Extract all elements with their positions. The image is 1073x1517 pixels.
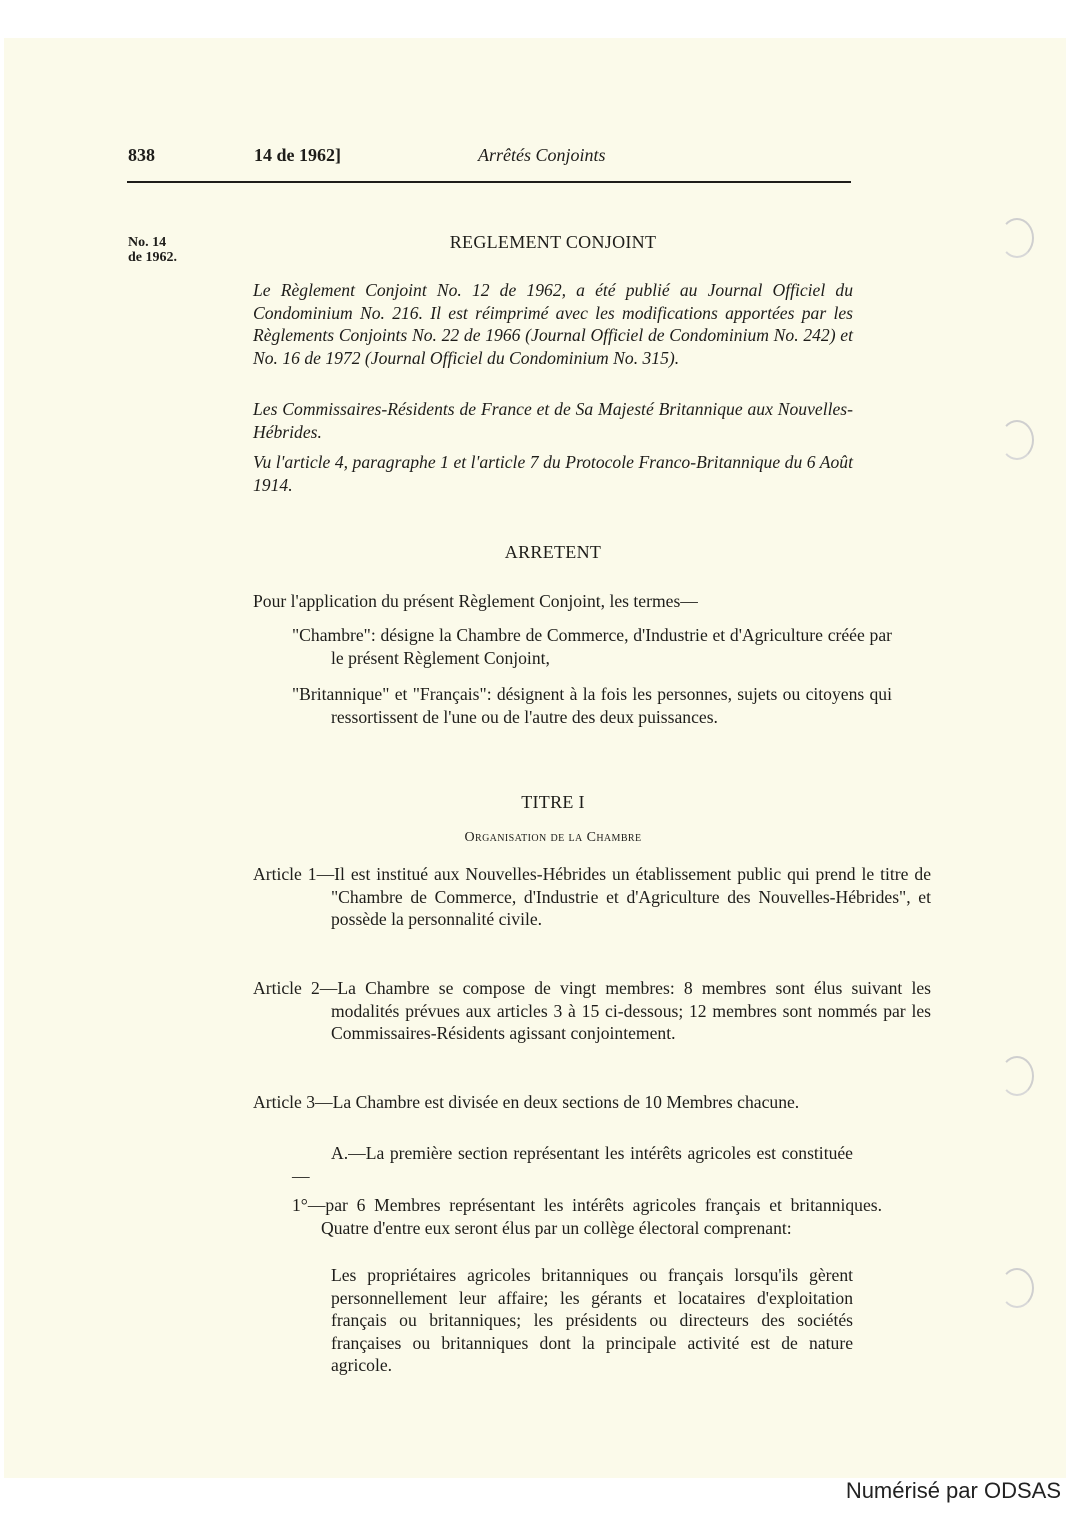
article3-section-a-text: A.—La première section représentant les intérêts agricoles est constituée— [292,1143,853,1186]
punch-hole-icon [1000,1268,1034,1308]
punch-hole-icon [1000,1056,1034,1096]
article-paragraph: Article 1—Il est institué aux Nouvelles-Hébrides un établissement public qui prend le titre de "Chambre de Commerce, d'Industrie et d'Agriculture des Nouvelles-Hébrides", et possède la personnalité civile. [253,864,931,929]
page-number: 838 [128,145,155,165]
margin-note [128,235,208,265]
margin-note-line: de 1962. [128,250,177,265]
definition-item: "Britannique" et "Français": désignent à la fois les personnes, sujets ou citoyens qui ressortissent de l'une ou de l'autre des deux puissances. [292,684,892,727]
punch-hole-icon [1000,420,1034,460]
titre-heading: TITRE I [521,792,585,812]
arretent-heading: ARRETENT [504,542,602,562]
article-paragraph: Article 2—La Chambre se compose de vingt membres: 8 membres sont élus suivant les modalités prévues aux articles 3 à 15 ci-dessous; 12 membres sont nommés par les Commissaires-Résidents agissant conjointement. [253,978,931,1043]
digitization-credit: Numérisé par ODSAS [845,1478,1061,1503]
definitions-intro: Pour l'application du présent Règlement Conjoint, les termes— [253,591,698,611]
article3-item-1-detail: Les propriétaires agricoles britanniques ou français lorsqu'ils gèrent personnellement leur affaire; les gérants et locataires d'exploitation français ou britanniques; les présidents ou directeurs des sociétés françaises ou britanniques dont la principale activité est de nature agricole. [331,1265,853,1375]
header-reference: 14 de 1962] [254,145,341,165]
intro-paragraph: Le Règlement Conjoint No. 12 de 1962, a été publié au Journal Officiel du Condominium No. 216. Il est réimprimé avec les modifications apportées par les Règlements Conjoints No. 22 de 1966 (Journal Officiel de Condominium No. 242) et No. 16 de 1972 (Journal Officiel du Condominium No. 315). [253,280,853,368]
article-paragraph: Article 3—La Chambre est divisée en deux sections de 10 Membres chacune. [253,1092,800,1112]
titre-subheading: Organisation de la Chambre [464,830,642,845]
margin-note-line: No. 14 [128,235,167,250]
intro-paragraph: Vu l'article 4, paragraphe 1 et l'article 7 du Protocole Franco-Britannique du 6 Août 1914. [253,452,853,495]
definition-item: "Chambre": désigne la Chambre de Commerce, d'Industrie et d'Agriculture créée par le présent Règlement Conjoint, [292,625,892,668]
main-heading: REGLEMENT CONJOINT [449,232,657,252]
intro-paragraph: Les Commissaires-Résidents de France et de Sa Majesté Britannique aux Nouvelles-Hébrides. [253,399,853,442]
header-title: Arrêtés Conjoints [478,145,606,165]
punch-hole-icon [1000,218,1034,258]
header-rule [127,181,851,183]
article3-item-1: 1°—par 6 Membres représentant les intérêts agricoles français et britanniques. Quatre d'entre eux seront élus par un collège électoral comprenant: [292,1195,882,1238]
article3-section-a [292,1142,853,1187]
